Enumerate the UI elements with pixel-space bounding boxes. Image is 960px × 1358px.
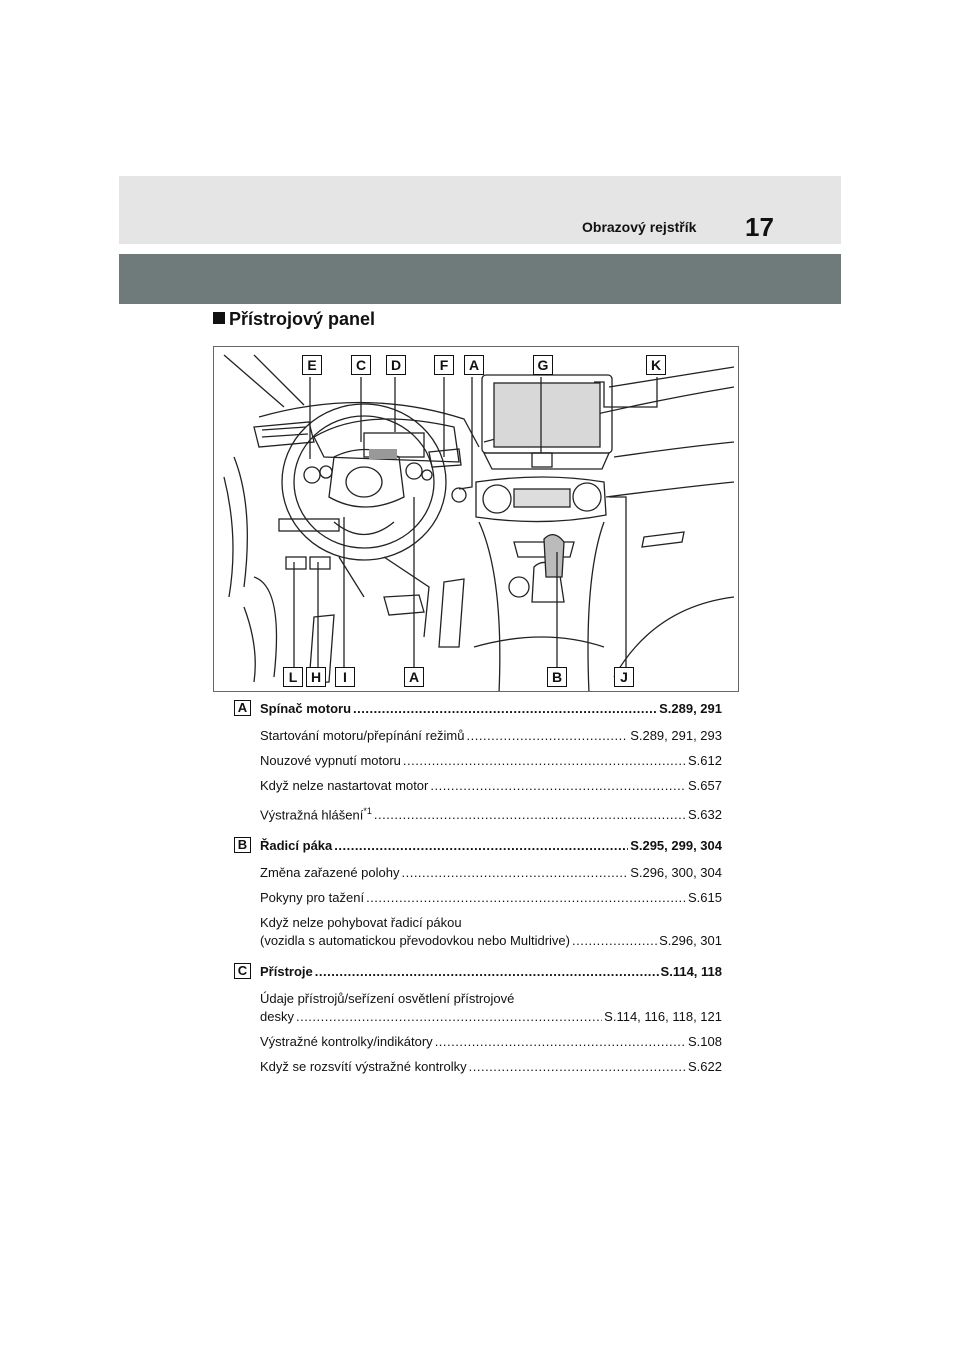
entry-item[interactable] xyxy=(260,727,722,745)
page-ref: S.632 xyxy=(688,807,722,823)
item-text: Když nelze nastartovat motor xyxy=(260,778,429,793)
callout-f-top: F xyxy=(434,355,454,375)
callout-d-top: D xyxy=(386,355,406,375)
dashboard-illustration xyxy=(213,346,739,692)
page-number: 17 xyxy=(745,212,774,242)
callout-g-top: G xyxy=(533,355,553,375)
item-text: Pokyny pro tažení xyxy=(260,890,365,906)
callout-i-bottom: I xyxy=(335,667,355,687)
entry-item[interactable] xyxy=(260,864,722,882)
callout-b-bottom: B xyxy=(547,667,567,687)
item-text-first-line: Když nelze pohybovat řadicí pákou xyxy=(260,915,462,931)
entry-item[interactable] xyxy=(260,752,722,770)
page-ref: S.296, 300, 304 xyxy=(630,865,722,881)
section-title-text: Přístrojový panel xyxy=(229,309,376,329)
callout-a-bottom: A xyxy=(404,667,424,687)
entry-item[interactable] xyxy=(260,802,722,824)
item-text: desky xyxy=(260,1009,294,1025)
entry-b xyxy=(234,837,722,950)
item-text-first-line: Údaje přístrojů/seřízení osvětlení přístrojové xyxy=(260,991,515,1007)
entry-item[interactable] xyxy=(260,777,722,795)
entry-item[interactable] xyxy=(260,1058,722,1076)
entry-title: Přístroje xyxy=(260,964,313,980)
entry-item[interactable] xyxy=(260,889,722,907)
entry-c xyxy=(234,963,722,1076)
entry-title-line[interactable] xyxy=(260,837,722,855)
item-text: Nouzové vypnutí motoru xyxy=(260,753,401,768)
entry-a xyxy=(234,700,722,824)
item-text: Změna zařazené polohy xyxy=(260,865,400,881)
entry-item[interactable] xyxy=(260,1033,722,1051)
page-ref: S.289, 291, 293 xyxy=(630,728,722,743)
page-ref: S.108 xyxy=(688,1034,722,1050)
callout-e-top: E xyxy=(302,355,322,375)
callout-c-top: C xyxy=(351,355,371,375)
entry-item[interactable] xyxy=(260,932,722,950)
item-text: Když se rozsvítí výstražné kontrolky xyxy=(260,1059,467,1075)
entry-letter: C xyxy=(234,963,251,979)
entry-title: Spínač motoru xyxy=(260,701,352,716)
footnote-mark: *1 xyxy=(363,806,372,816)
header-dark-band xyxy=(119,254,841,304)
item-text: Startování motoru/přepínání režimů xyxy=(260,728,465,743)
page-ref: S.615 xyxy=(688,890,722,906)
page-ref: S.289, 291 xyxy=(659,701,722,716)
header-section-title: Obrazový rejstřík xyxy=(582,219,697,235)
entry-title: Řadicí páka xyxy=(260,838,333,854)
callout-j-bottom: J xyxy=(614,667,634,687)
entry-title-line[interactable] xyxy=(260,700,722,718)
page-ref: S.295, 299, 304 xyxy=(630,838,722,854)
page-ref: S.114, 118 xyxy=(660,964,722,980)
index-entries xyxy=(234,700,722,1089)
entry-item[interactable] xyxy=(260,1008,722,1026)
entry-letter: B xyxy=(234,837,251,853)
callout-a-top: A xyxy=(464,355,484,375)
page-ref: S.622 xyxy=(688,1059,722,1075)
item-text: Výstražné kontrolky/indikátory xyxy=(260,1034,433,1050)
page-ref: S.296, 301 xyxy=(659,933,722,949)
callout-l-bottom: L xyxy=(283,667,303,687)
entry-letter: A xyxy=(234,700,251,716)
page-ref: S.657 xyxy=(688,778,722,793)
entry-title-line[interactable] xyxy=(260,963,722,981)
page-ref: S.612 xyxy=(688,753,722,768)
item-text: (vozidla s automatickou převodovkou nebo Multidrive) xyxy=(260,933,570,949)
dashboard-drawing xyxy=(214,347,739,692)
header-band xyxy=(119,176,841,244)
item-text: Výstražná hlášení$^{*1}$ xyxy=(260,806,372,823)
page-ref: S.114, 116, 118, 121 xyxy=(604,1009,722,1025)
callout-h-bottom: H xyxy=(306,667,326,687)
square-bullet-icon xyxy=(213,312,225,324)
section-title xyxy=(213,309,375,330)
callout-k-top: K xyxy=(646,355,666,375)
